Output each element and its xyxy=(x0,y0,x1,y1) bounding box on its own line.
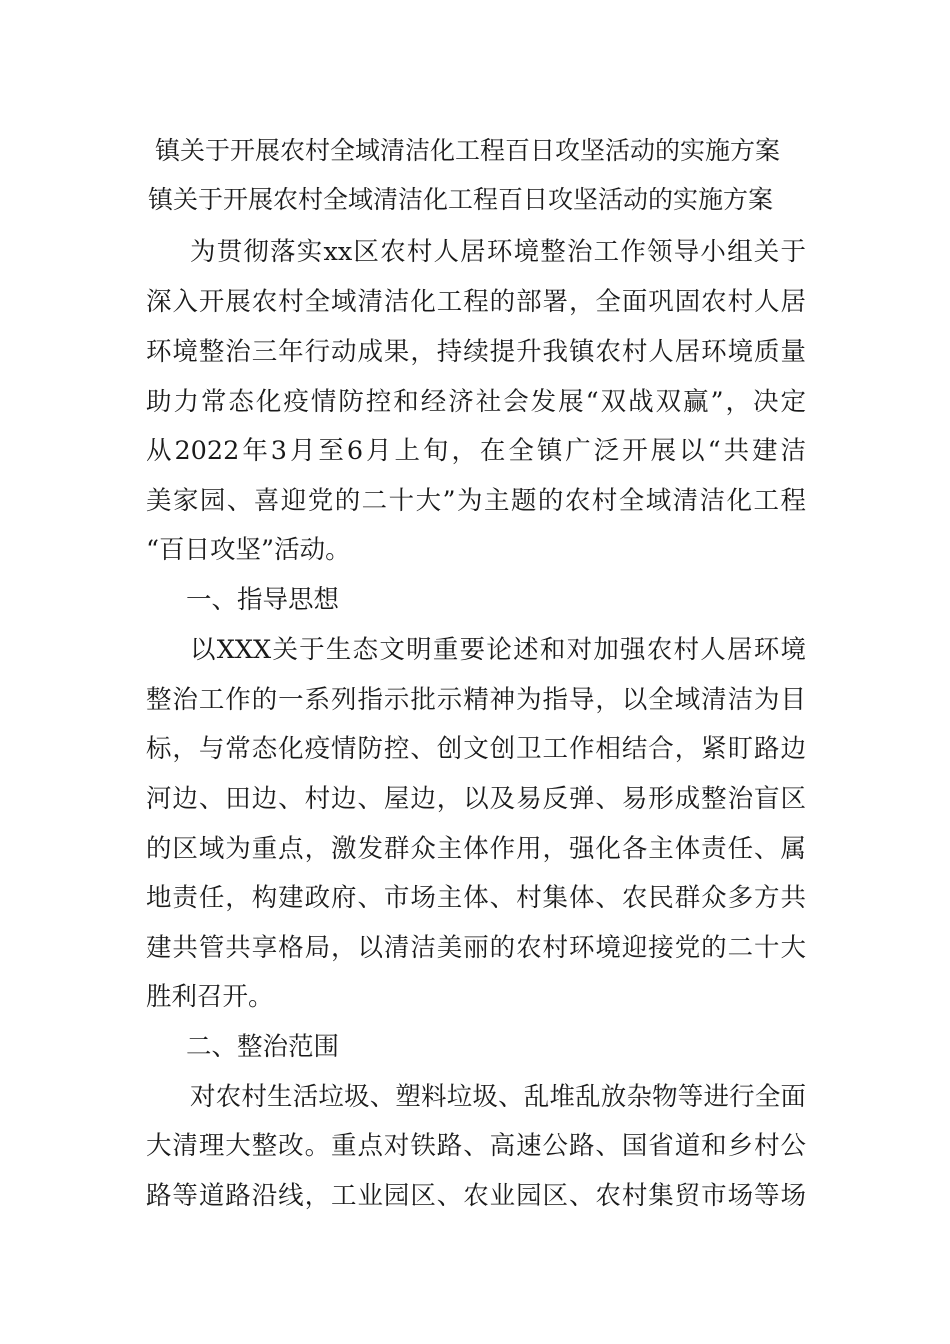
document-title: 镇关于开展农村全域清洁化工程百日攻坚活动的实施方案 xyxy=(155,136,781,165)
paragraph-line: 建共管共享格局，以清洁美丽的农村环境迎接党的二十大 xyxy=(146,933,806,963)
paragraph-line: 从2022年3月至6月上旬，在全镇广泛开展以“共建洁 xyxy=(146,436,806,466)
paragraph-line: 为贯彻落实xx区农村人居环境整治工作领导小组关于 xyxy=(190,237,806,267)
paragraph-line: 助力常态化疫情防控和经济社会发展“双战双赢”，决定 xyxy=(146,387,806,417)
paragraph-line: 深入开展农村全域清洁化工程的部署，全面巩固农村人居 xyxy=(146,287,806,317)
paragraph-line: 地责任，构建政府、市场主体、村集体、农民群众多方共 xyxy=(146,883,806,913)
paragraph-line: 大清理大整改。重点对铁路、高速公路、国省道和乡村公 xyxy=(146,1131,806,1161)
section-heading-scope: 二、整治范围 xyxy=(186,1032,340,1062)
paragraph-line: 美家园、喜迎党的二十大”为主题的农村全域清洁化工程 xyxy=(146,486,806,516)
paragraph-line: “百日攻坚”活动。 xyxy=(146,535,351,565)
paragraph-line: 环境整治三年行动成果，持续提升我镇农村人居环境质量 xyxy=(146,337,806,367)
paragraph-line: 的区域为重点，激发群众主体作用，强化各主体责任、属 xyxy=(146,834,806,864)
section-heading-guiding-ideology: 一、指导思想 xyxy=(186,585,340,615)
paragraph-line: 路等道路沿线，工业园区、农业园区、农村集贸市场等场 xyxy=(146,1181,806,1211)
paragraph-line: 标，与常态化疫情防控、创文创卫工作相结合，紧盯路边 xyxy=(146,734,806,764)
document-title-repeat: 镇关于开展农村全域清洁化工程百日攻坚活动的实施方案 xyxy=(148,185,774,214)
paragraph-line: 胜利召开。 xyxy=(146,982,274,1012)
paragraph-line: 河边、田边、村边、屋边，以及易反弹、易形成整治盲区 xyxy=(146,784,806,814)
paragraph-line: 对农村生活垃圾、塑料垃圾、乱堆乱放杂物等进行全面 xyxy=(190,1082,806,1112)
paragraph-line: 以XXX关于生态文明重要论述和对加强农村人居环境 xyxy=(190,635,806,665)
paragraph-line: 整治工作的一系列指示批示精神为指导，以全域清洁为目 xyxy=(146,685,806,715)
